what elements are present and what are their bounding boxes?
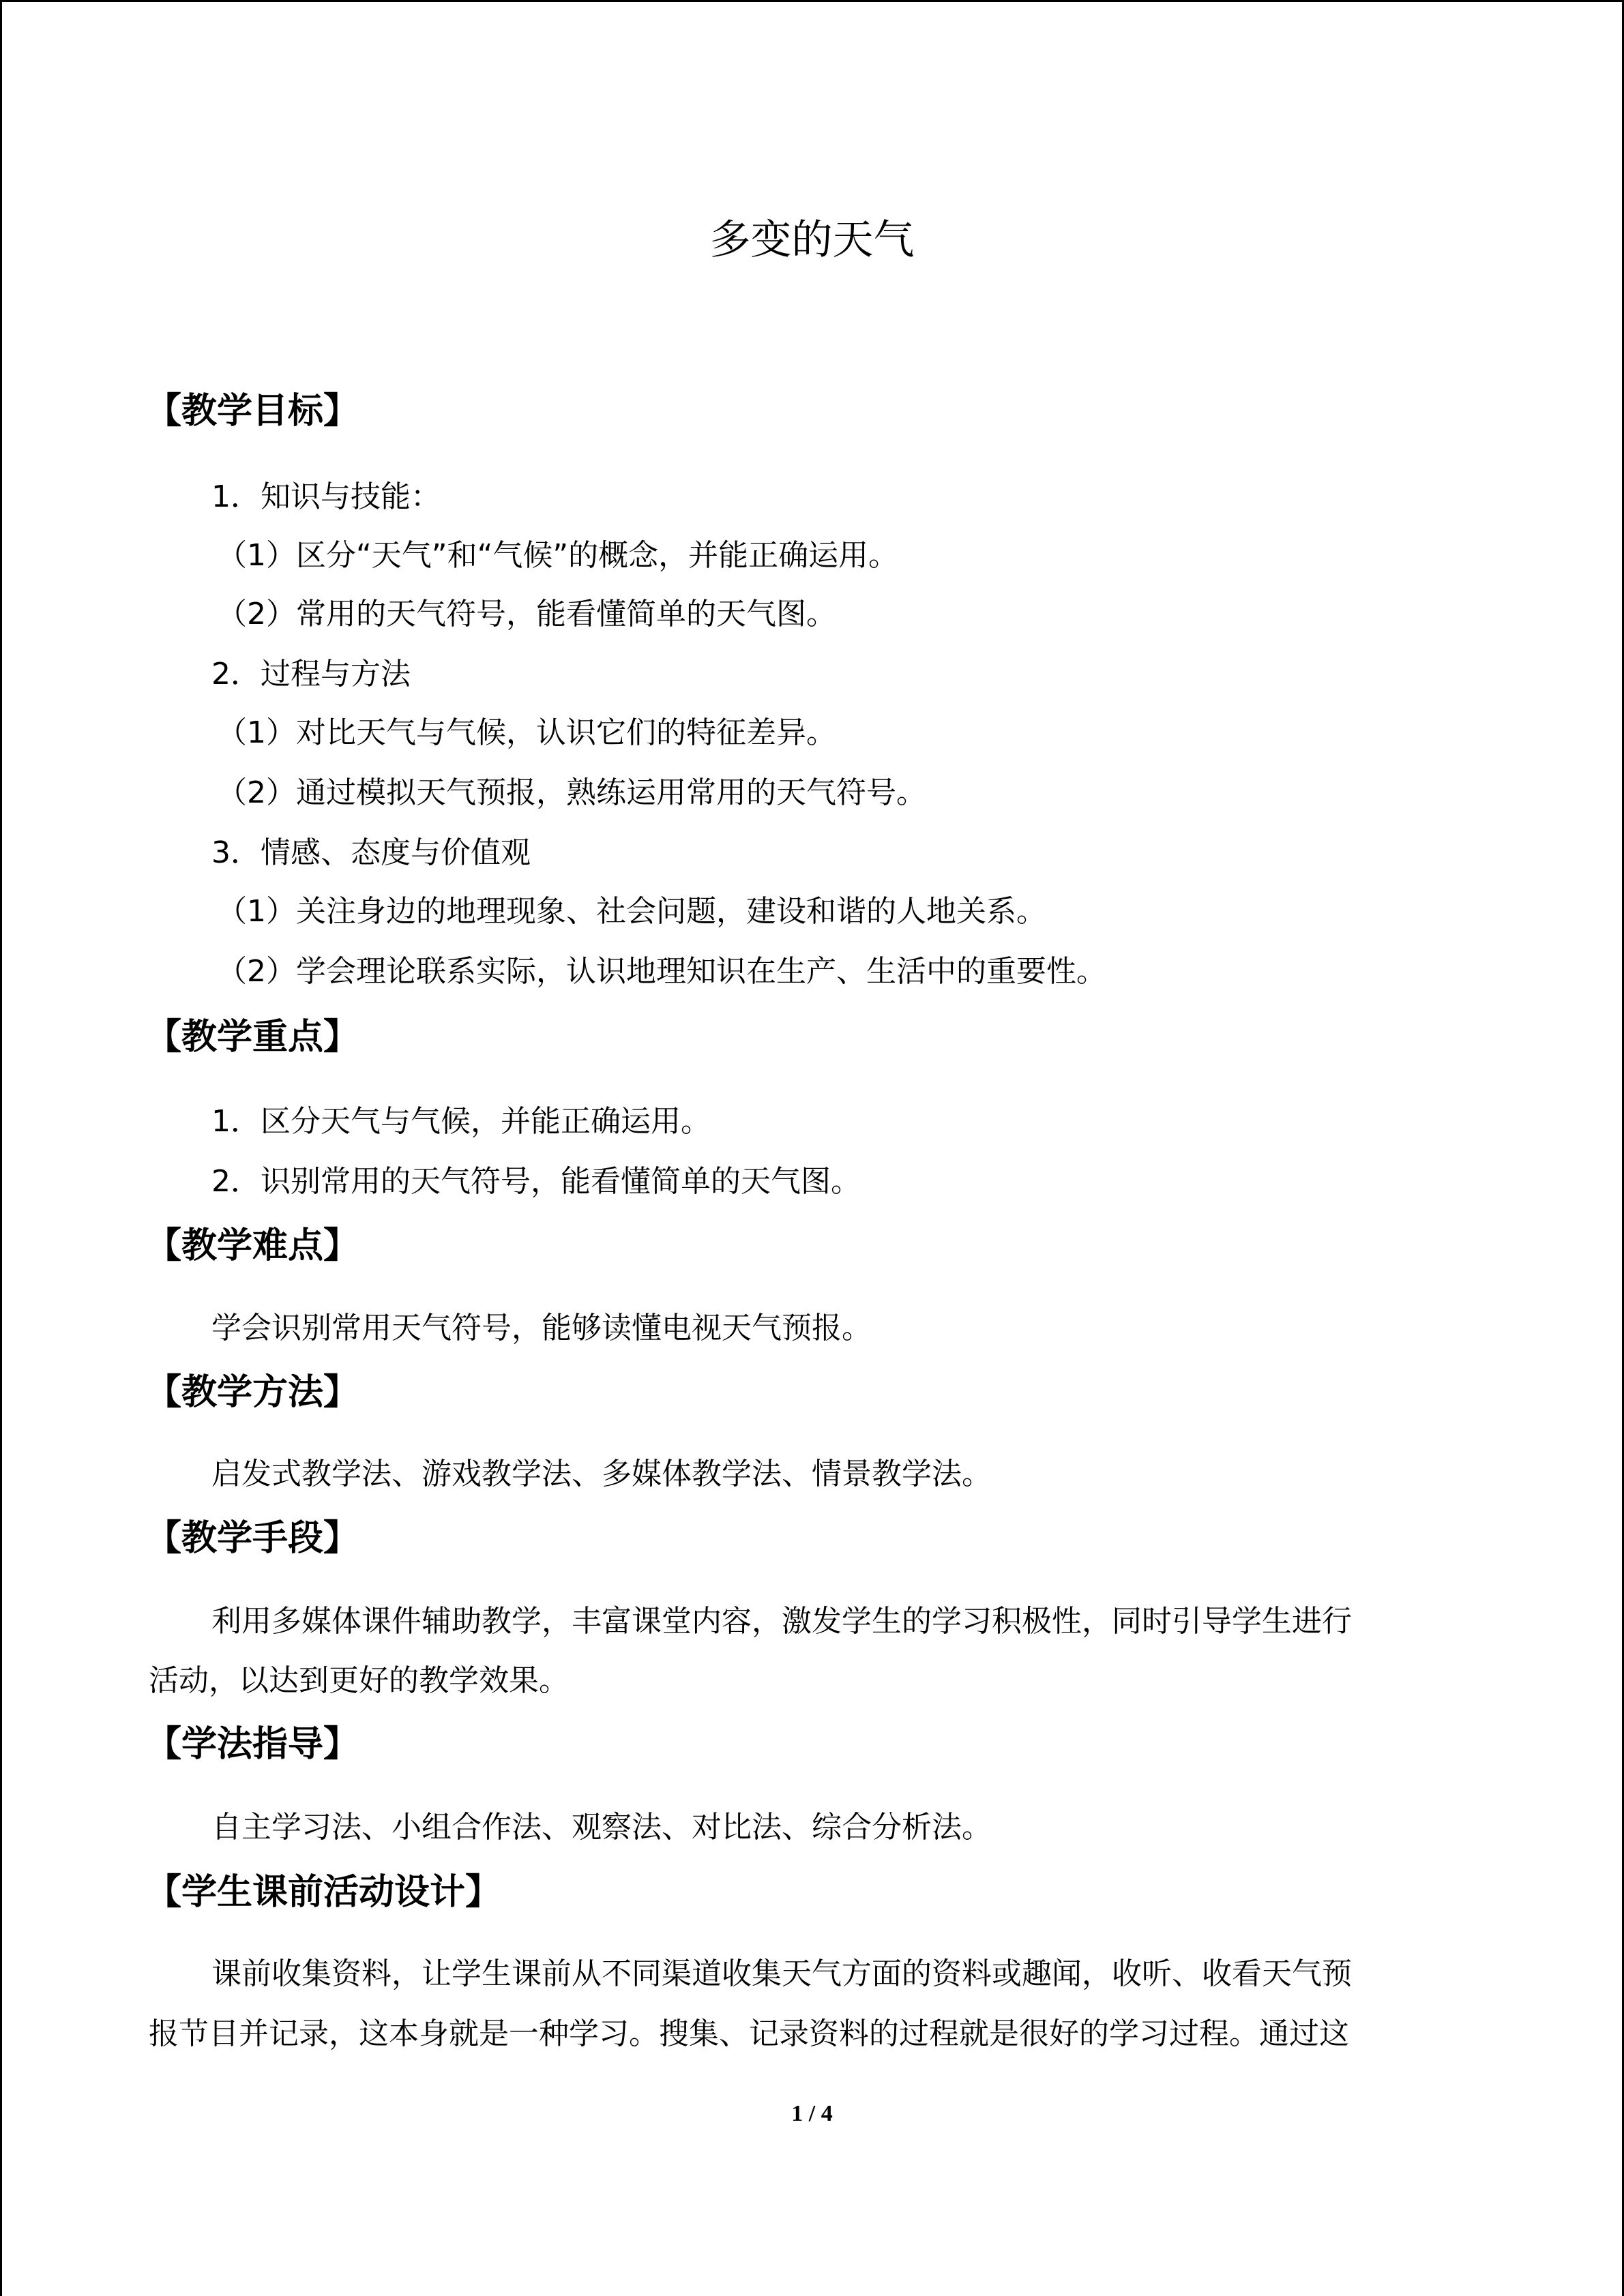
- document-title: 多变的天气: [709, 216, 915, 264]
- objective-line-4: 2．过程与方法: [211, 657, 411, 691]
- heading-difficulties: 【教学难点】: [146, 1225, 359, 1266]
- objective-line-1: 1．知识与技能：: [211, 479, 441, 514]
- page-number: 1 / 4: [791, 2101, 833, 2126]
- pre-class-line-2: 报节目并记录，这本身就是一种学习。搜集、记录资料的过程就是很好的学习过程。通过这: [149, 2016, 1349, 2051]
- means-line-2: 活动，以达到更好的教学效果。: [149, 1663, 569, 1698]
- heading-key-points: 【教学重点】: [146, 1017, 359, 1058]
- objective-line-5: （1）对比天气与气候，认识它们的特征差异。: [217, 715, 836, 750]
- key-point-line-2: 2．识别常用的天气符号，能看懂简单的天气图。: [211, 1164, 861, 1199]
- objective-line-8: （1）关注身边的地理现象、社会问题，建设和谐的人地关系。: [217, 894, 1046, 929]
- objective-line-2: （1）区分“天气”和“气候”的概念，并能正确运用。: [217, 538, 899, 573]
- study-guide-line-1: 自主学习法、小组合作法、观察法、对比法、综合分析法。: [211, 1810, 992, 1845]
- means-line-1: 利用多媒体课件辅助教学，丰富课堂内容，激发学生的学习积极性，同时引导学生进行: [211, 1604, 1352, 1639]
- heading-methods: 【教学方法】: [146, 1372, 359, 1413]
- heading-pre-class: 【学生课前活动设计】: [146, 1872, 501, 1913]
- heading-means: 【教学手段】: [146, 1518, 359, 1559]
- objective-line-6: （2）通过模拟天气预报，熟练运用常用的天气符号。: [217, 775, 926, 810]
- method-line-1: 启发式教学法、游戏教学法、多媒体教学法、情景教学法。: [211, 1457, 992, 1491]
- objective-line-3: （2）常用的天气符号，能看懂简单的天气图。: [217, 597, 836, 631]
- heading-objectives: 【教学目标】: [146, 391, 359, 432]
- pre-class-line-1: 课前收集资料，让学生课前从不同渠道收集天气方面的资料或趣闻，收听、收看天气预: [211, 1956, 1352, 1991]
- difficulty-line-1: 学会识别常用天气符号，能够读懂电视天气预报。: [211, 1311, 872, 1345]
- objective-line-9: （2）学会理论联系实际，认识地理知识在生产、生活中的重要性。: [217, 954, 1106, 989]
- objective-line-7: 3．情感、态度与价值观: [211, 835, 531, 870]
- heading-study-guide: 【学法指导】: [146, 1724, 359, 1765]
- key-point-line-1: 1．区分天气与气候，并能正确运用。: [211, 1104, 711, 1139]
